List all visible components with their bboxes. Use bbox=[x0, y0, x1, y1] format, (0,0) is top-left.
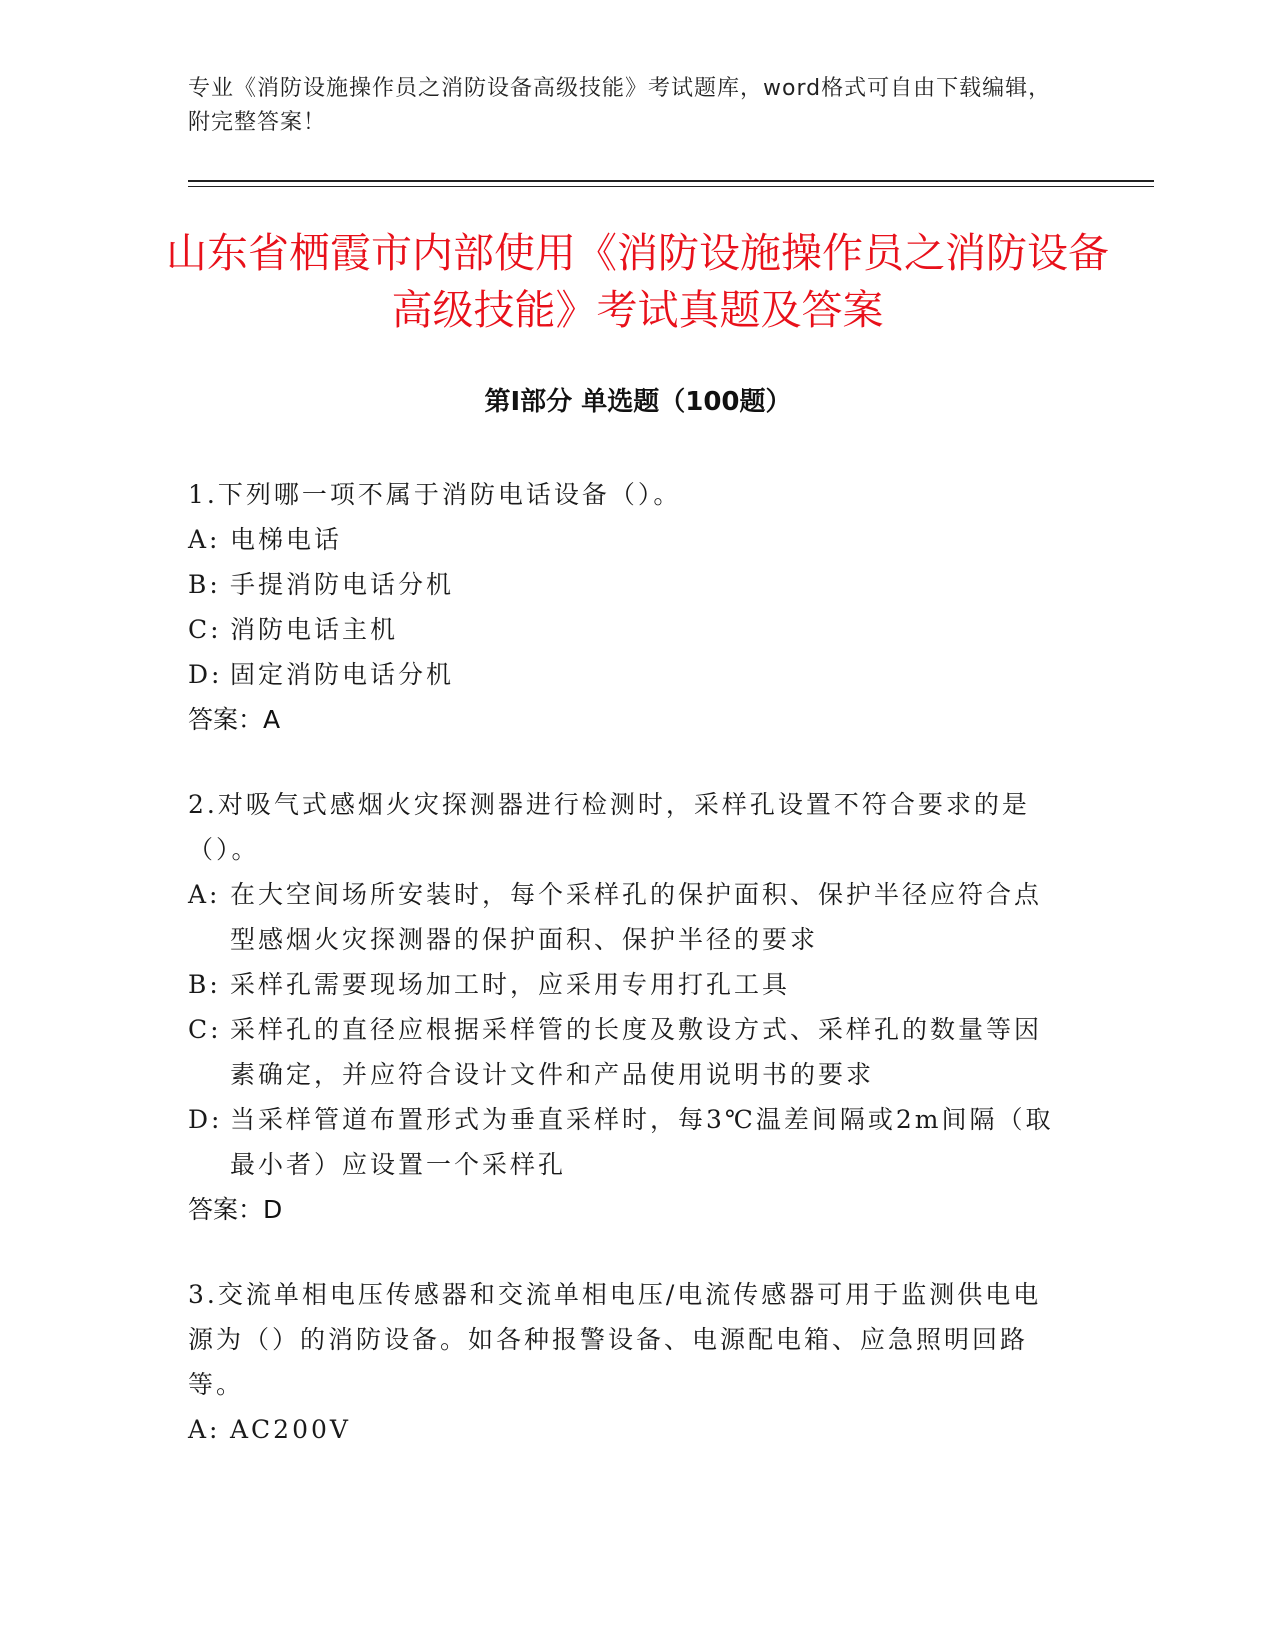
option-key: B: bbox=[188, 570, 221, 599]
option-key: C: bbox=[188, 1015, 222, 1044]
question-text: 2.对吸气式感烟火灾探测器进行检测时，采样孔设置不符合要求的是（）。 bbox=[188, 790, 1030, 864]
option-text: 采样孔的直径应根据采样管的长度及敷设方式、采样孔的数量等因素确定，并应符合设计文件和产品使用说明书的要求 bbox=[230, 1015, 1043, 1089]
option-text: 固定消防电话分机 bbox=[230, 660, 455, 689]
option-text: 当采样管道布置形式为垂直采样时，每3℃温差间隔或2m间隔（取最小者）应设置一个采样孔 bbox=[230, 1105, 1054, 1179]
option-a bbox=[188, 517, 1068, 562]
answer: 答案：A bbox=[188, 705, 281, 734]
option-key: B: bbox=[188, 970, 221, 999]
document-title: 山东省栖霞市内部使用《消防设施操作员之消防设备高级技能》考试真题及答案 bbox=[166, 229, 1109, 334]
option-c bbox=[188, 1007, 1068, 1097]
question-text: 1.下列哪一项不属于消防电话设备（）。 bbox=[188, 480, 682, 509]
option-text: 消防电话主机 bbox=[230, 615, 399, 644]
option-b bbox=[188, 562, 1068, 607]
header-note: 专业《消防设施操作员之消防设备高级技能》考试题库，word格式可自由下载编辑，附完整答案！ bbox=[188, 76, 1052, 135]
option-key: D: bbox=[188, 1105, 223, 1134]
header-rule-thin bbox=[188, 186, 1154, 187]
question-text: 3.交流单相电压传感器和交流单相电压/电流传感器可用于监测供电电源为（）的消防设备。如各种报警设备、电源配电箱、应急照明回路等。 bbox=[188, 1280, 1042, 1399]
answer: 答案：D bbox=[188, 1195, 283, 1224]
header-rule-thick bbox=[188, 180, 1154, 182]
option-key: D: bbox=[188, 660, 223, 689]
option-key: A: bbox=[188, 525, 221, 554]
question-3 bbox=[188, 1272, 1068, 1452]
option-key: A: bbox=[188, 880, 221, 909]
option-text: AC200V bbox=[230, 1415, 351, 1444]
option-text: 采样孔需要现场加工时，应采用专用打孔工具 bbox=[230, 970, 791, 999]
option-d bbox=[188, 1097, 1068, 1187]
question-2 bbox=[188, 782, 1068, 1232]
question-list bbox=[188, 472, 1068, 1492]
option-text: 电梯电话 bbox=[230, 525, 343, 554]
option-b bbox=[188, 962, 1068, 1007]
option-text: 在大空间场所安装时，每个采样孔的保护面积、保护半径应符合点型感烟火灾探测器的保护面积、保护半径的要求 bbox=[230, 880, 1043, 954]
option-key: A: bbox=[188, 1415, 221, 1444]
option-c bbox=[188, 607, 1068, 652]
option-key: C: bbox=[188, 615, 222, 644]
section-title: 第Ⅰ部分 单选题（100题） bbox=[484, 387, 792, 417]
option-a bbox=[188, 872, 1068, 962]
option-text: 手提消防电话分机 bbox=[230, 570, 455, 599]
question-1 bbox=[188, 472, 1068, 742]
option-a bbox=[188, 1407, 1068, 1452]
option-d bbox=[188, 652, 1068, 697]
